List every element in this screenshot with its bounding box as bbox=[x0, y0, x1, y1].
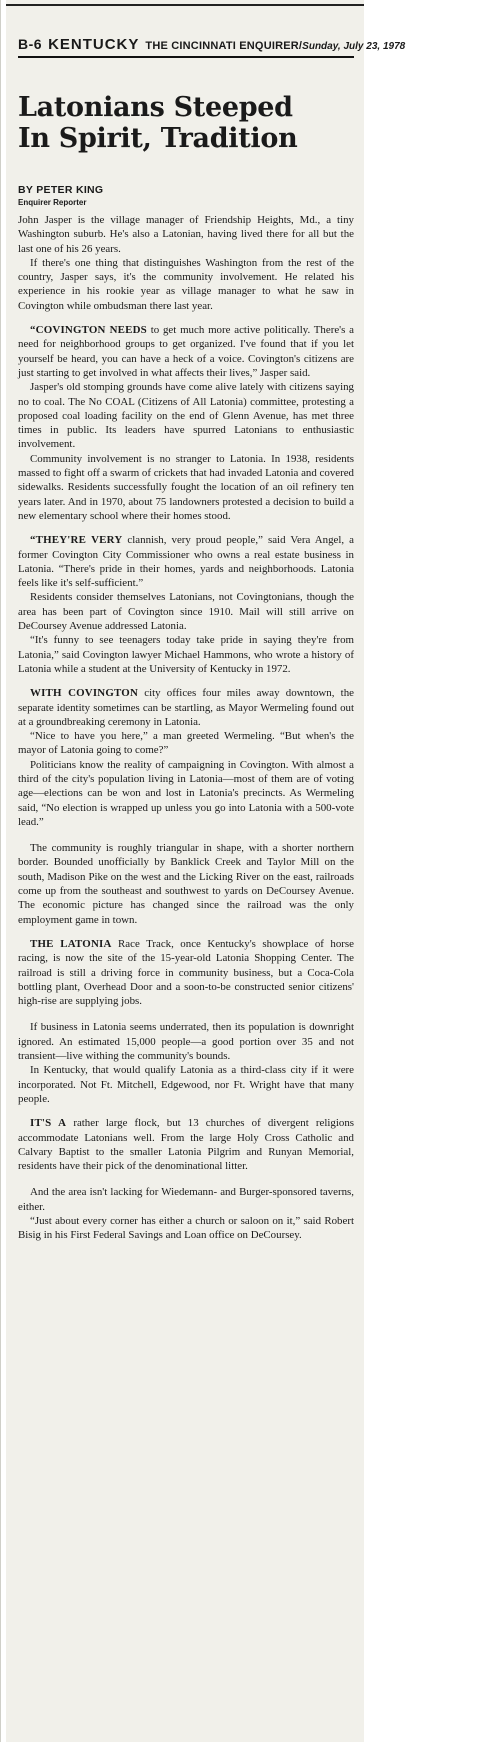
article-paragraph bbox=[18, 256, 354, 313]
paragraph-lead-in: “THEY'RE VERY bbox=[30, 534, 123, 547]
paragraph-text: “Nice to have you here,” a man greeted Wermeling. “But when's the mayor of Latonia going to come?” bbox=[18, 730, 354, 757]
newspaper-name: THE CINCINNATI ENQUIRER/ bbox=[145, 40, 303, 52]
page-left-edge bbox=[0, 0, 1, 1742]
section-name: KENTUCKY bbox=[48, 36, 140, 53]
paragraph-text: “Just about every corner has either a church or saloon on it,” said Robert Bisig in his First Federal Savings and Loan office on DeCoursey. bbox=[18, 1215, 354, 1242]
top-rule bbox=[6, 4, 364, 10]
paragraph-text: Community involvement is no stranger to Latonia. In 1938, residents massed to fight off a swarm of crickets that had invaded Latonia and covered sidewalks. Residents successfully fought the location of an oil refinery ten years later. And in 1970, about 75 landowners protested a decision to build a new elementary school where their homes stood. bbox=[18, 452, 354, 522]
page-header bbox=[18, 36, 406, 58]
newspaper-clipping bbox=[6, 0, 406, 1742]
article-paragraph bbox=[18, 633, 354, 676]
headline-line-1: Latonians Steeped bbox=[18, 92, 293, 123]
article-paragraph bbox=[18, 937, 354, 1008]
headline bbox=[18, 92, 354, 154]
paragraph-lead-in: “COVINGTON NEEDS bbox=[30, 324, 147, 337]
article-paragraph bbox=[18, 686, 354, 729]
paragraph-text: The community is roughly triangular in shape, with a shorter northern border. Bounded unofficially by Banklick Creek and Taylor Mill on the south, Madison Pike on the west and the Licking River on the east, railroads come up from the southeast and southwest to yards on DeCoursey Avenue. The economic picture has changed since the railroad was the only employment game in town. bbox=[18, 842, 354, 926]
paragraph-text: clannish, very proud people,” said Vera Angel, a former Covington City Commissioner who owns a real estate business in Latonia. “There's pride in their homes, yards and neighborhoods. Latonia feels like it's self-sufficient.” bbox=[18, 534, 354, 590]
article-paragraph bbox=[18, 380, 354, 451]
article-paragraph bbox=[18, 590, 354, 633]
article-paragraph bbox=[18, 758, 354, 829]
article-paragraph bbox=[18, 533, 354, 590]
publication-date: Sunday, July 23, 1978 bbox=[302, 41, 406, 52]
paragraph-text: Residents consider themselves Latonians, not Covingtonians, though the area has been part of Covington since 1910. Mail will still arrive on DeCoursey Avenue addressed Latonia. bbox=[18, 591, 354, 633]
paragraph-text: John Jasper is the village manager of Friendship Heights, Md., a tiny Washington suburb. He's also a Latonian, having lived there for all but the last one of his 26 years. bbox=[18, 214, 354, 255]
headline-line-2: In Spirit, Tradition bbox=[18, 123, 298, 154]
article-paragraph bbox=[18, 452, 354, 523]
article-body bbox=[18, 213, 354, 1243]
article-paragraph bbox=[18, 323, 354, 380]
paragraph-text: “It's funny to see teenagers today take pride in saying they're from Latonia,” said Covington lawyer Michael Hammons, who wrote a history of Latonia while a student at the University of Kentucky in 1972. bbox=[18, 634, 354, 675]
paragraph-text: In Kentucky, that would qualify Latonia as a third-class city if it were incorporated. Not Ft. Mitchell, Edgewood, nor Ft. Wright have that many people. bbox=[18, 1064, 354, 1105]
byline-author: BY PETER KING bbox=[18, 184, 104, 196]
paragraph-text: If there's one thing that distinguishes Washington from the rest of the country, Jasper says, it's the community involvement. He related his experience in his rookie year as village manager to what he saw in Covington while ombudsman there last year. bbox=[18, 256, 354, 312]
paragraph-text: Politicians know the reality of campaigning in Covington. With almost a third of the city's population living in Latonia—most of them are of voting age—elections can be won and lost in Latonia's precincts. As Wermeling said, “No election is wrapped up unless you go into Latonia with a 500-vote lead.” bbox=[18, 758, 354, 828]
paragraph-lead-in: WITH COVINGTON bbox=[30, 687, 139, 700]
paragraph-lead-in: THE LATONIA bbox=[30, 937, 112, 950]
article-paragraph bbox=[18, 841, 354, 927]
paragraph-text: Jasper's old stomping grounds have come alive lately with citizens saying no to coal. The No COAL (Citizens of All Latonia) committee, protesting a proposed coal loading facility on the end of Glenn Avenue, has met three times in public. Its leaders have spurred Latonians to enthusiastic involvement. bbox=[18, 381, 354, 451]
article-paragraph bbox=[18, 1214, 354, 1243]
article-paragraph bbox=[18, 1020, 354, 1063]
byline-title: Enquirer Reporter bbox=[18, 198, 87, 207]
page-number: B-6 bbox=[18, 36, 43, 52]
paragraph-text: rather large flock, but 13 churches of divergent religions accommodate Latonians well. From the large Holy Cross Catholic and Calvary Baptist to the smaller Latonia Pilgrim and Runyan Memorial, residents have their pick of the denominational litter. bbox=[18, 1117, 355, 1173]
paragraph-text: to get much more active politically. There's a need for neighborhood groups to get organized. I've found that if you let yourself be heard, you can have a heck of a voice. Covington's citizens are just starting to get involved in what affects their lives,” Jasper said. bbox=[18, 324, 354, 379]
article-paragraph bbox=[18, 1063, 354, 1106]
article-paragraph bbox=[18, 729, 354, 758]
article-paragraph bbox=[18, 1116, 354, 1173]
paragraph-text: If business in Latonia seems underrated, then its population is downright ignored. An estimated 15,000 people—a good portion over 35 and not transient—live withing the community's bounds. bbox=[18, 1021, 354, 1063]
paragraph-text: Race Track, once Kentucky's showplace of horse racing, is now the site of the 15-year-old Latonia Shopping Center. The railroad is still a driving force in community business, but a Coca-Cola bottling plant, Overhead Door and a soon-to-be constructed senior citizens' high-rise are supplying jobs. bbox=[18, 937, 355, 1008]
article-paragraph bbox=[18, 213, 354, 256]
paragraph-text: city offices four miles away downtown, the separate identity sometimes can be startling, as Mayor Wermeling found out at a groundbreaking ceremony in Latonia. bbox=[18, 687, 354, 728]
paragraph-text: And the area isn't lacking for Wiedemann- and Burger-sponsored taverns, either. bbox=[18, 1186, 354, 1213]
article-paragraph bbox=[18, 1185, 354, 1214]
paragraph-lead-in: IT'S A bbox=[30, 1117, 67, 1130]
